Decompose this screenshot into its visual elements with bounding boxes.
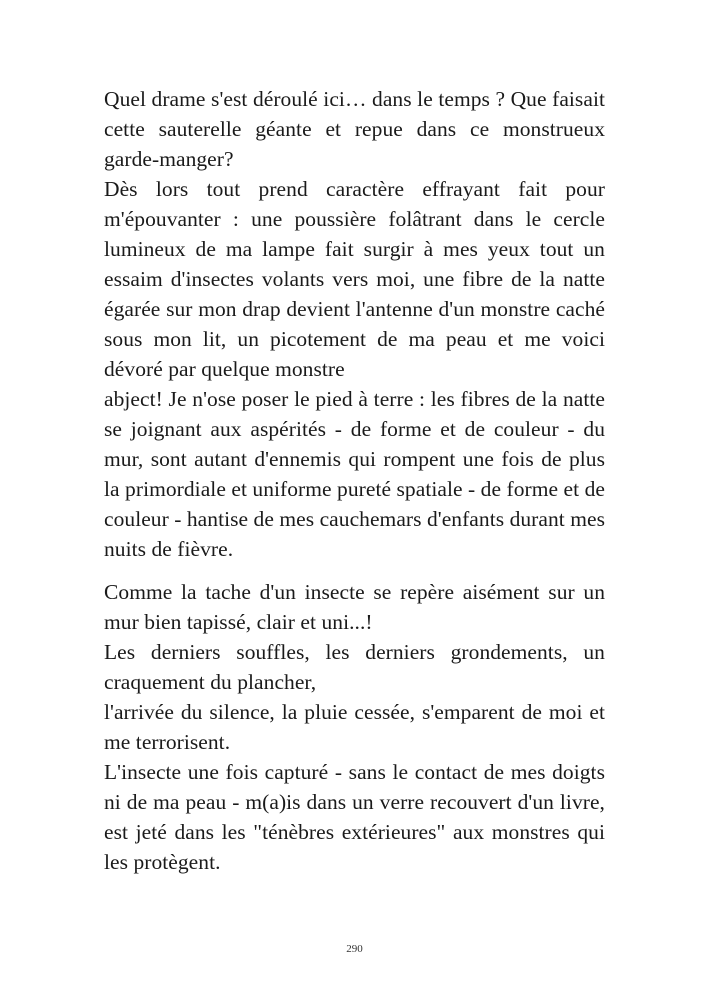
paragraph-epouvanter: Dès lors tout prend caractère effrayant fait pour m'épouvanter : une poussière folâtrant dans le cercle lumineux de ma lampe fait surgir à mes yeux tout un essaim d'insectes volants vers moi, une fibre de la natte égarée sur mon drap devient l'antenne d'un monstre caché sous mon lit, un picotement de ma peau et me voici dévoré par quelque monstre — [104, 177, 605, 381]
paragraph-drame: Quel drame s'est déroulé ici… dans le temps ? Que faisait cette sauterelle géante et repue dans ce monstrueux garde-manger? — [104, 87, 605, 171]
paragraph-derniers-souffles: Les derniers souffles, les derniers grondements, un craquement du plancher, — [104, 640, 605, 694]
page-number: 290 — [346, 943, 363, 955]
paragraph-abject: abject! Je n'ose poser le pied à terre : les fibres de la natte se joignant aux aspérités - de forme et de couleur - du mur, sont autant d'ennemis qui rompent une fois de plus la primordiale et uniforme pureté spatiale - de forme et de couleur - hantise de mes cauchemars d'enfants durant mes nuits de fièvre. — [104, 387, 605, 561]
text-section-1 — [104, 84, 605, 564]
paragraph-arrivee-silence: l'arrivée du silence, la pluie cessée, s'emparent de moi et me terrorisent. — [104, 700, 605, 754]
text-section-2 — [104, 577, 605, 877]
paragraph-insecte-capture: L'insecte une fois capturé - sans le contact de mes doigts ni de ma peau - m(a)is dans un verre recouvert d'un livre, est jeté dans les "ténèbres extérieures" aux monstres qui les protègent. — [104, 760, 605, 874]
paragraph-tache-insecte: Comme la tache d'un insecte se repère aisément sur un mur bien tapissé, clair et uni...! — [104, 580, 605, 634]
